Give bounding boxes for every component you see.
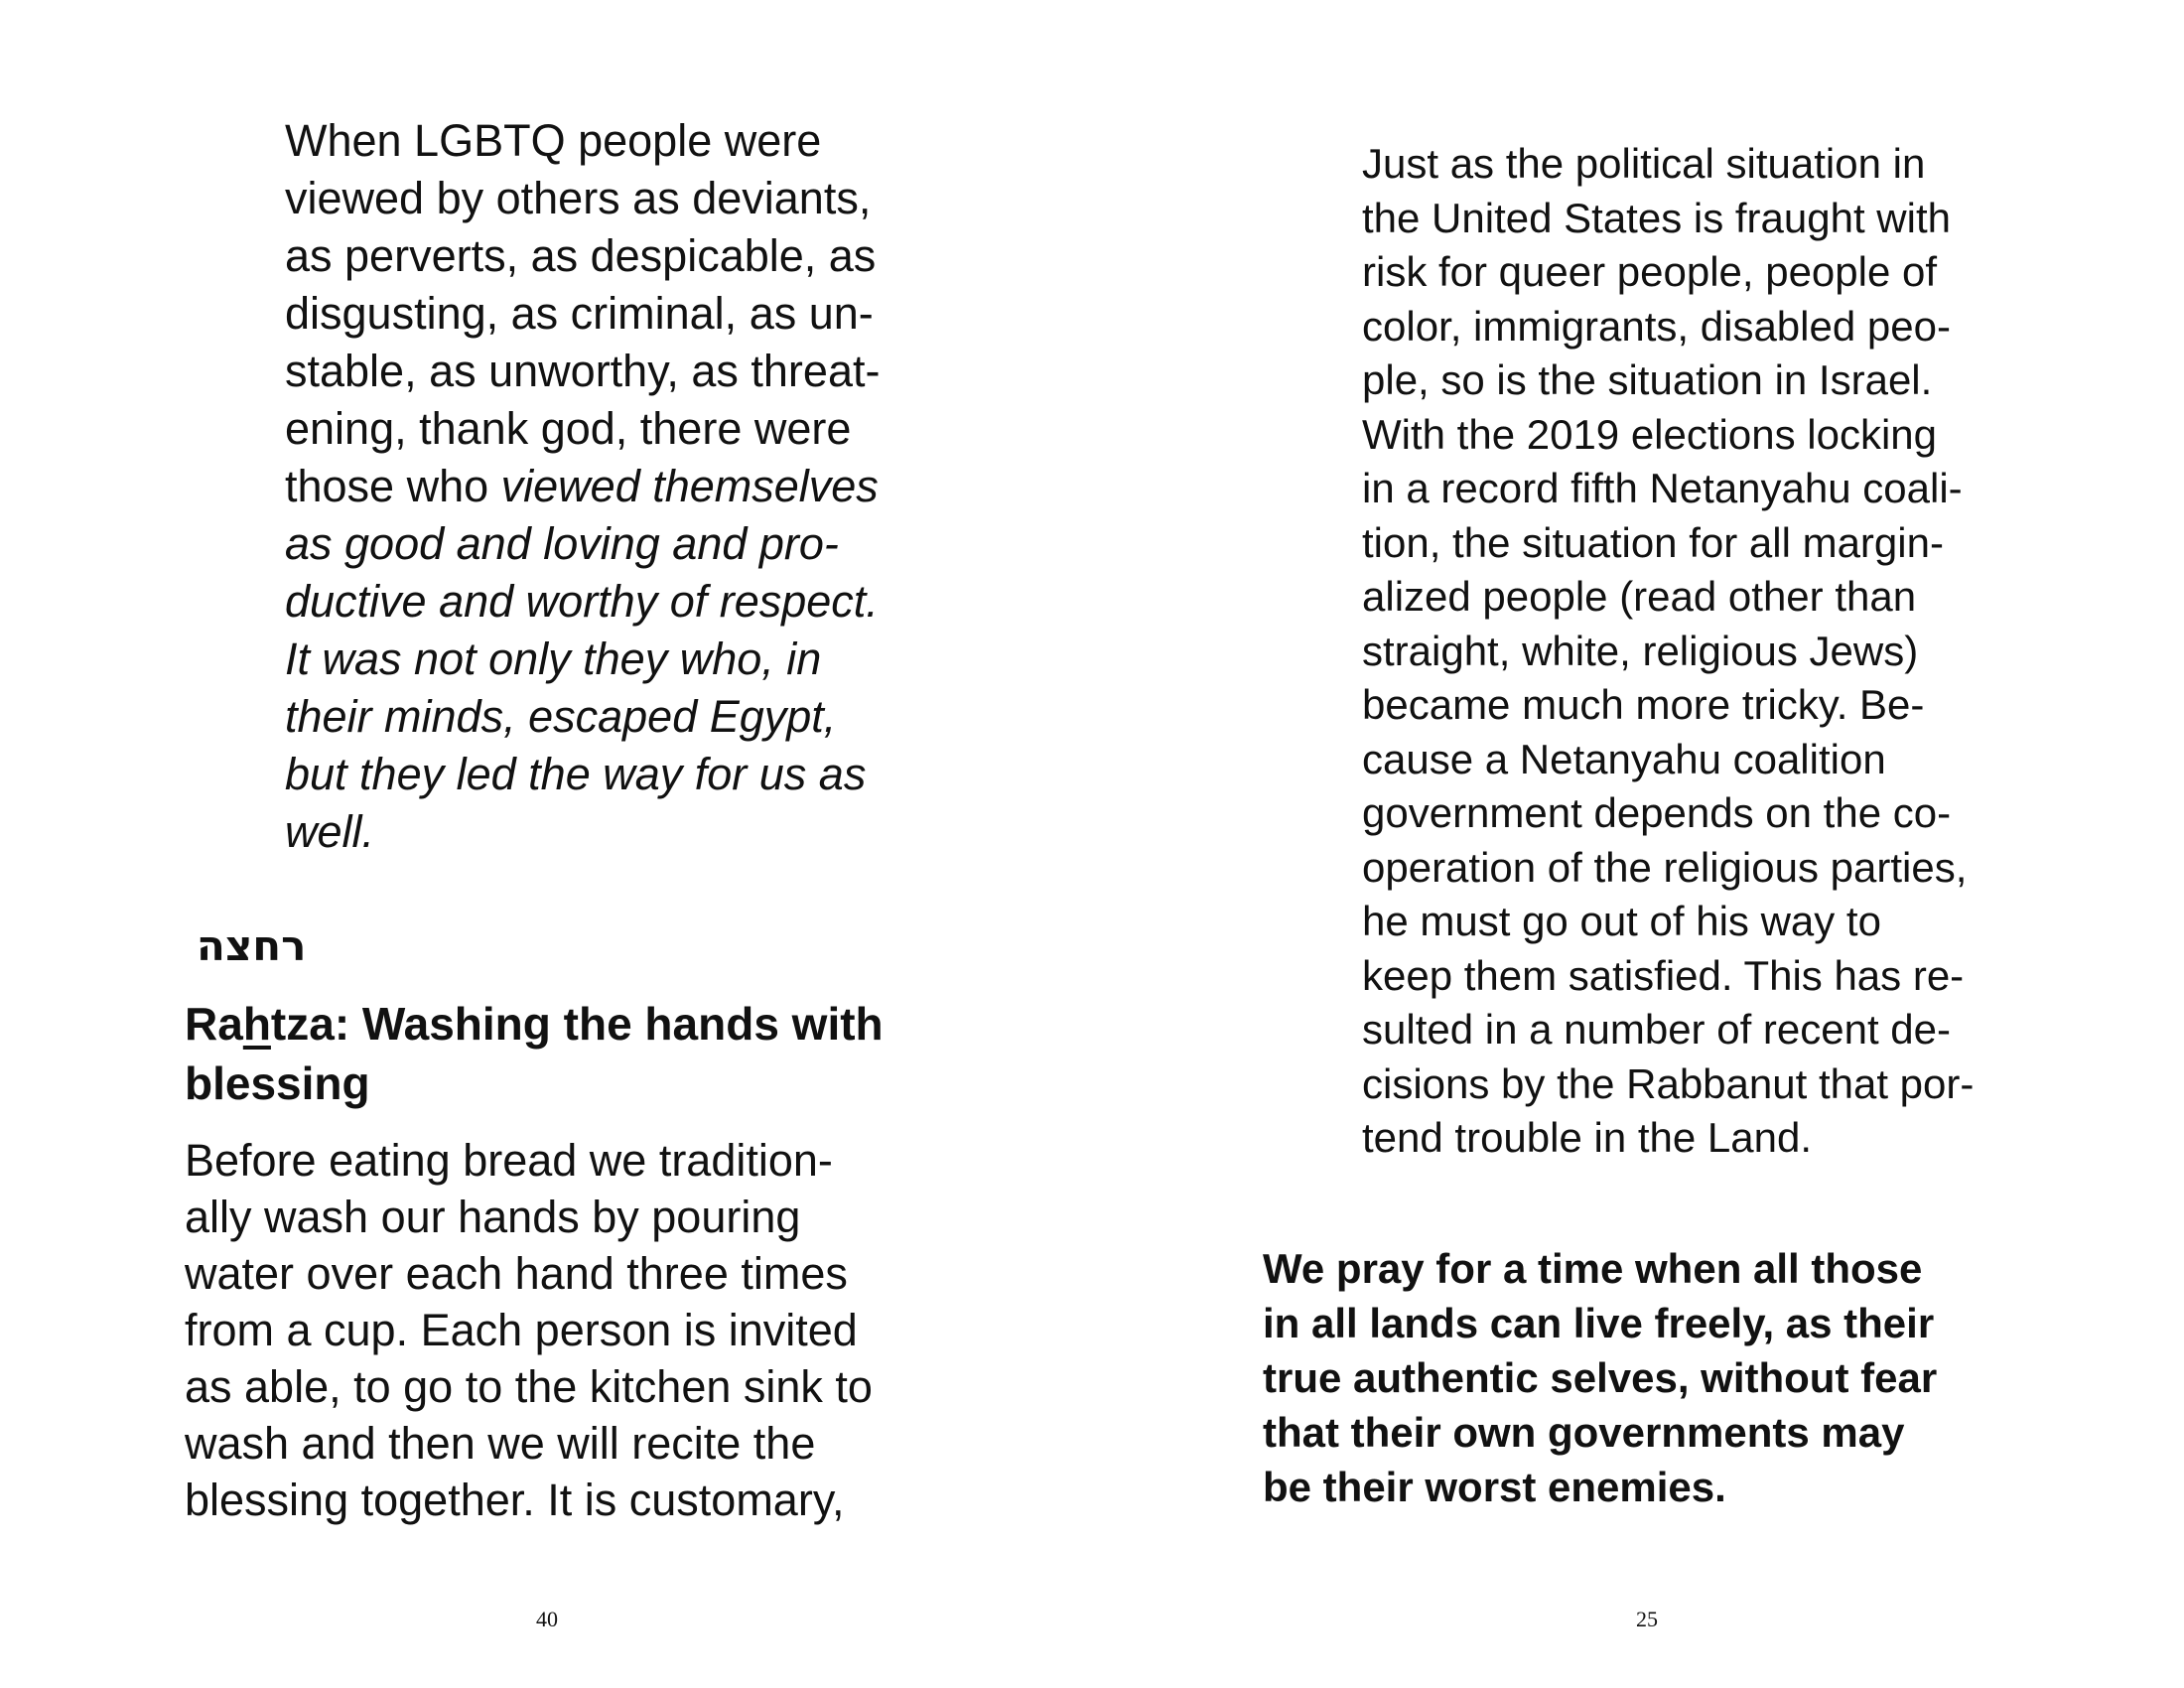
rahtza-paragraph [185,1132,873,1528]
text-line: ple, so is the situation in Israel. [1362,356,1933,403]
text-line: We pray for a time when all those [1263,1245,1923,1292]
text-line [285,400,880,458]
text-line [285,803,880,861]
text-line-segment: disgusting, as criminal, as un- [285,288,874,339]
heading-part-2: tza: Washing the hands with [270,998,884,1050]
right-page [1092,0,2184,1688]
text-line [285,746,880,803]
text-line-segment: as good and loving and pro- [285,518,839,569]
text-line: blessing together. It is customary, [185,1475,845,1525]
prayer-paragraph [1263,1241,1937,1514]
section-heading-line-2: blessing [185,1057,370,1109]
text-line-segment: ening, thank god, there were [285,403,852,454]
text-line: from a cup. Each person is invited [185,1305,858,1355]
page-number: 40 [536,1607,558,1631]
text-line: cause a Netanyahu coalition [1362,735,1886,782]
text-line: be their worst enemies. [1263,1464,1726,1510]
text-line: true authentic selves, without fear [1263,1354,1938,1401]
text-line [285,458,880,515]
text-line: Before eating bread we tradition- [185,1135,833,1186]
text-line [285,688,880,746]
text-line [285,285,880,343]
section-heading [185,994,884,1113]
text-line-segment: their minds, escaped Egypt, [285,691,837,742]
text-line: sulted in a number of recent de- [1362,1006,1952,1053]
text-line-segment: well. [285,806,375,857]
text-line-italic-segment: viewed themselves [500,461,879,511]
text-line: straight, white, religious Jews) [1362,627,1919,674]
heading-underlined-letter: h [242,998,271,1050]
text-line: wash and then we will recite the [185,1418,816,1469]
text-line-segment: It was not only they who, in [285,633,822,684]
text-line [285,515,880,573]
text-line-segment: viewed by others as deviants, [285,173,872,223]
text-line-segment: as perverts, as despicable, as [285,230,877,281]
heading-part-1: Ra [185,998,243,1050]
text-line: operation of the religious parties, [1362,843,1968,891]
section-heading-line-1 [185,994,884,1054]
text-line [285,631,880,688]
text-line: risk for queer people, people of [1362,248,1938,295]
text-line [285,573,880,631]
text-line-segment: ductive and worthy of respect. [285,576,879,627]
text-line: alized people (read other than [1362,573,1917,620]
text-line: he must go out of his way to [1362,898,1881,944]
text-line: tion, the situation for all margin- [1362,518,1944,566]
text-line-segment: those who [285,461,501,511]
text-line: that their own governments may [1263,1409,1905,1456]
text-line: the United States is fraught with [1362,194,1951,241]
page-number: 25 [1636,1607,1658,1631]
text-line-segment: stable, as unworthy, as threat- [285,346,881,396]
text-line: cisions by the Rabbanut that por- [1362,1059,1975,1107]
text-line: in a record fifth Netanyahu coali- [1362,465,1963,511]
text-line [285,170,880,227]
hebrew-section-title: רחצה [197,921,307,970]
text-line [285,112,880,170]
text-line: in all lands can live freely, as their [1263,1300,1935,1346]
text-line: water over each hand three times [185,1248,848,1299]
text-line: became much more tricky. Be- [1362,681,1925,728]
intro-paragraph [285,112,880,861]
text-line [285,343,880,400]
text-line: With the 2019 elections locking [1362,410,1937,458]
politics-paragraph [1362,137,1974,1166]
text-line: color, immigrants, disabled peo- [1362,302,1951,350]
text-line [285,227,880,285]
text-line: government depends on the co- [1362,789,1952,836]
text-line: Just as the political situation in [1362,140,1926,187]
text-line-segment: but they led the way for us as [285,749,867,799]
text-line: as able, to go to the kitchen sink to [185,1361,873,1412]
text-line: keep them satisfied. This has re- [1362,951,1965,999]
text-line: ally wash our hands by pouring [185,1192,801,1242]
text-line: tend trouble in the Land. [1362,1114,1813,1161]
text-line-segment: When LGBTQ people were [285,115,822,166]
